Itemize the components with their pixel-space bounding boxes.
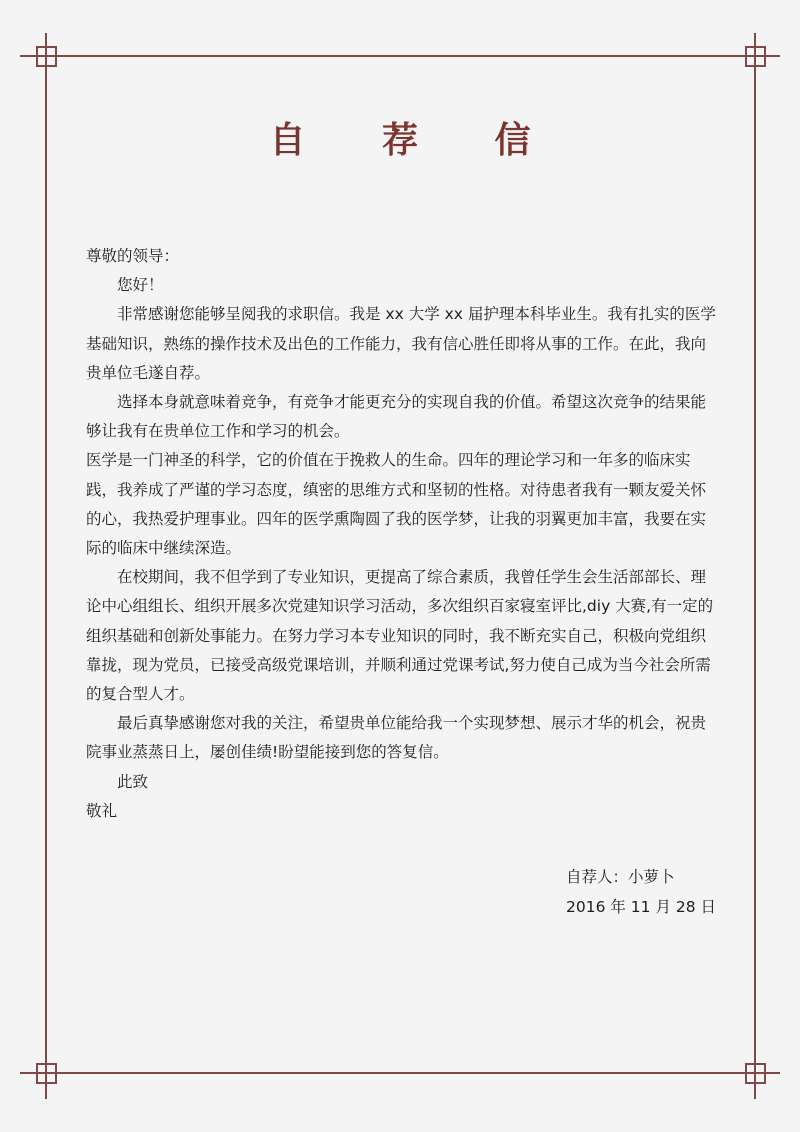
closing-2: 敬礼 <box>86 801 118 820</box>
corner-box-bottom-right <box>745 1063 766 1084</box>
frame-right-line <box>754 33 756 1099</box>
letter-body <box>86 242 718 826</box>
paragraph-1: 非常感谢您能够呈阅我的求职信。我是 xx 大学 xx 届护理本科毕业生。我有扎实的医学基础知识，熟练的操作技术及出色的工作能力，我有信心胜任即将从事的工作。在此，我向贵单位毛遂自荐。 <box>86 305 716 382</box>
paragraph-2: 选择本身就意味着竞争，有竞争才能更充分的实现自我的价值。希望这次竞争的结果能够让我有在贵单位工作和学习的机会。 <box>86 393 707 441</box>
paragraph-4: 在校期间，我不但学到了专业知识，更提高了综合素质，我曾任学生会生活部部长、理论中心组组长、组织开展多次党建知识学习活动，多次组织百家寝室评比,diy 大赛,有一定的组织基础和创新处事能力。在努力学习本专业知识的同时，我不断充实自己，积极向党组织靠拢，现为党员，已接受高级党课培训，并顺利通过党课考试,努力使自己成为当今社会所需的复合型人才。 <box>86 568 714 704</box>
date: 2016 年 11 月 28 日 <box>566 898 717 916</box>
signature-block <box>566 862 716 922</box>
frame-left-line <box>45 33 47 1099</box>
corner-box-bottom-left <box>36 1063 57 1084</box>
signature: 自荐人：小萝卜 <box>566 868 675 886</box>
corner-box-top-left <box>36 46 57 67</box>
greeting: 您好！ <box>117 276 164 295</box>
document-title: 自 荐 信 <box>269 120 563 161</box>
closing-1: 此致 <box>117 772 149 791</box>
salutation: 尊敬的领导： <box>86 247 180 265</box>
paragraph-5: 最后真挚感谢您对我的关注，希望贵单位能给我一个实现梦想、展示才华的机会，祝贵院事业蒸蒸日上，屡创佳绩!盼望能接到您的答复信。 <box>86 714 707 762</box>
frame-bottom-line <box>20 1072 780 1074</box>
paragraph-3: 医学是一门神圣的科学，它的价值在于挽救人的生命。四年的理论学习和一年多的临床实践，我养成了严谨的学习态度，缜密的思维方式和坚韧的性格。对待患者我有一颗友爱关怀的心，我热爱护理事业。四年的医学熏陶圆了我的医学梦，让我的羽翼更加丰富，我要在实际的临床中继续深造。 <box>86 451 707 558</box>
corner-box-top-right <box>745 46 766 67</box>
frame-top-line <box>20 55 780 57</box>
